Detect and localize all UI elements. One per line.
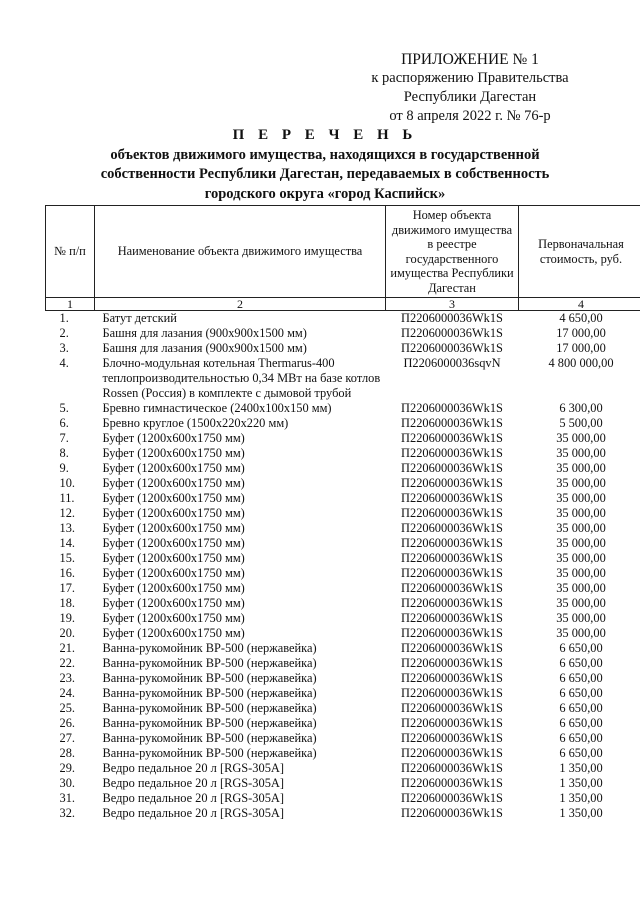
table-row	[46, 716, 640, 731]
registry-number: П2206000036Wk1S	[401, 341, 503, 355]
table-row	[46, 326, 640, 341]
table-row	[46, 596, 640, 611]
row-number: 7.	[59, 431, 69, 445]
table-row	[46, 431, 640, 446]
appendix-line-1: к распоряжению Правительства	[371, 70, 569, 86]
row-number: 20.	[59, 626, 75, 640]
appendix-title: ПРИЛОЖЕНИЕ № 1	[401, 51, 539, 68]
table-row	[46, 356, 640, 401]
initial-cost: 1 350,00	[559, 806, 603, 820]
registry-number: П2206000036Wk1S	[401, 806, 503, 820]
item-name: Бревно гимнастическое (2400х100х150 мм)	[102, 401, 332, 415]
registry-number: П2206000036Wk1S	[401, 536, 503, 550]
initial-cost: 4 650,00	[559, 311, 603, 325]
initial-cost: 35 000,00	[556, 626, 606, 640]
document-heading	[60, 126, 590, 204]
registry-number: П2206000036Wk1S	[401, 791, 503, 805]
registry-number: П2206000036Wk1S	[401, 686, 503, 700]
initial-cost: 6 650,00	[559, 641, 603, 655]
item-name: Ведро педальное 20 л [RGS-305A]	[102, 761, 284, 775]
initial-cost: 35 000,00	[556, 536, 606, 550]
row-number: 6.	[59, 416, 69, 430]
column-number: 1	[46, 298, 95, 311]
registry-number: П2206000036Wk1S	[401, 521, 503, 535]
item-name: Ведро педальное 20 л [RGS-305A]	[102, 806, 284, 820]
row-number: 25.	[59, 701, 75, 715]
row-number: 24.	[59, 686, 75, 700]
item-name: Буфет (1200х600х1750 мм)	[102, 446, 245, 460]
item-name: Буфет (1200х600х1750 мм)	[102, 491, 245, 505]
table-row	[46, 551, 640, 566]
table-row	[46, 581, 640, 596]
row-number: 17.	[59, 581, 75, 595]
table-row	[46, 746, 640, 761]
table-row	[46, 446, 640, 461]
item-name: Ванна-рукомойник ВР-500 (нержавейка)	[102, 701, 317, 715]
table-row	[46, 806, 640, 821]
header-num: № п/п	[46, 206, 95, 298]
heading-line-2: собственности Республики Дагестан, передаваемых в собственность	[100, 166, 550, 182]
initial-cost: 35 000,00	[556, 596, 606, 610]
initial-cost: 6 650,00	[559, 701, 603, 715]
item-name: Ванна-рукомойник ВР-500 (нержавейка)	[102, 686, 317, 700]
item-name: Башня для лазания (900х900х1500 мм)	[102, 341, 307, 355]
row-number: 10.	[59, 476, 75, 490]
registry-number: П2206000036Wk1S	[401, 626, 503, 640]
initial-cost: 1 350,00	[559, 761, 603, 775]
row-number: 8.	[59, 446, 69, 460]
item-name: Буфет (1200х600х1750 мм)	[102, 596, 245, 610]
row-number: 18.	[59, 596, 75, 610]
registry-number: П2206000036Wk1S	[401, 491, 503, 505]
registry-number: П2206000036Wk1S	[401, 461, 503, 475]
appendix-line-3: от 8 апреля 2022 г. № 76-р	[389, 108, 551, 124]
initial-cost: 5 500,00	[559, 416, 603, 430]
heading-line-3: городского округа «город Каспийск»	[204, 185, 446, 202]
table-row	[46, 521, 640, 536]
initial-cost: 4 800 000,00	[548, 356, 614, 370]
item-name: Блочно-модульная котельная Thermarus-400 теплопроизводительностью 0,34 МВт на базе котлов Rossen (Россия) в комплекте с дымовой трубой	[102, 356, 381, 400]
registry-number: П2206000036Wk1S	[401, 656, 503, 670]
registry-number: П2206000036Wk1S	[401, 761, 503, 775]
registry-number: П2206000036Wk1S	[401, 326, 503, 340]
item-name: Ванна-рукомойник ВР-500 (нержавейка)	[102, 641, 317, 655]
initial-cost: 35 000,00	[556, 476, 606, 490]
table-row	[46, 506, 640, 521]
table-row	[46, 671, 640, 686]
item-name: Буфет (1200х600х1750 мм)	[102, 476, 245, 490]
table-row	[46, 641, 640, 656]
item-name: Буфет (1200х600х1750 мм)	[102, 581, 245, 595]
row-number: 13.	[59, 521, 75, 535]
registry-number: П2206000036Wk1S	[401, 446, 503, 460]
table-header-row	[46, 206, 640, 298]
registry-number: П2206000036Wk1S	[401, 776, 503, 790]
registry-number: П2206000036Wk1S	[401, 596, 503, 610]
registry-number: П2206000036Wk1S	[401, 746, 503, 760]
item-name: Буфет (1200х600х1750 мм)	[102, 566, 245, 580]
item-name: Буфет (1200х600х1750 мм)	[102, 536, 245, 550]
item-name: Бревно круглое (1500х220х220 мм)	[102, 416, 289, 430]
appendix-block	[350, 50, 590, 126]
document-title: П Е Р Е Ч Е Н Ь	[232, 127, 418, 143]
table-row	[46, 476, 640, 491]
registry-number: П2206000036Wk1S	[401, 701, 503, 715]
table-row	[46, 611, 640, 626]
registry-number: П2206000036Wk1S	[401, 476, 503, 490]
initial-cost: 6 650,00	[559, 686, 603, 700]
table-row	[46, 416, 640, 431]
row-number: 4.	[59, 356, 69, 370]
item-name: Буфет (1200х600х1750 мм)	[102, 461, 245, 475]
initial-cost: 1 350,00	[559, 776, 603, 790]
table-row	[46, 311, 640, 327]
appendix-line-2: Республики Дагестан	[403, 89, 537, 105]
row-number: 11.	[59, 491, 75, 505]
table-row	[46, 461, 640, 476]
registry-number: П2206000036Wk1S	[401, 581, 503, 595]
table-row	[46, 401, 640, 416]
row-number: 12.	[59, 506, 75, 520]
row-number: 16.	[59, 566, 75, 580]
initial-cost: 35 000,00	[556, 551, 606, 565]
registry-number: П2206000036Wk1S	[401, 416, 503, 430]
row-number: 23.	[59, 671, 75, 685]
initial-cost: 6 650,00	[559, 746, 603, 760]
table-row	[46, 626, 640, 641]
row-number: 28.	[59, 746, 75, 760]
registry-number: П2206000036Wk1S	[401, 431, 503, 445]
row-number: 14.	[59, 536, 75, 550]
registry-number: П2206000036Wk1S	[401, 401, 503, 415]
table-row	[46, 341, 640, 356]
item-name: Буфет (1200х600х1750 мм)	[102, 626, 245, 640]
item-name: Буфет (1200х600х1750 мм)	[102, 611, 245, 625]
column-number: 3	[386, 298, 519, 311]
registry-number: П2206000036Wk1S	[401, 731, 503, 745]
row-number: 32.	[59, 806, 75, 820]
row-number: 22.	[59, 656, 75, 670]
table-row	[46, 566, 640, 581]
table-row	[46, 791, 640, 806]
header-cost: Первоначальная стоимость, руб.	[519, 206, 640, 298]
table-row	[46, 701, 640, 716]
initial-cost: 6 650,00	[559, 716, 603, 730]
column-number-row	[46, 298, 640, 311]
row-number: 3.	[59, 341, 69, 355]
row-number: 21.	[59, 641, 75, 655]
initial-cost: 17 000,00	[556, 341, 606, 355]
row-number: 5.	[59, 401, 69, 415]
item-name: Ванна-рукомойник ВР-500 (нержавейка)	[102, 656, 317, 670]
table-row	[46, 656, 640, 671]
table-body	[46, 311, 640, 822]
table-row	[46, 776, 640, 791]
initial-cost: 6 650,00	[559, 656, 603, 670]
initial-cost: 35 000,00	[556, 521, 606, 535]
header-name: Наименование объекта движимого имущества	[95, 206, 386, 298]
initial-cost: 35 000,00	[556, 581, 606, 595]
table-row	[46, 731, 640, 746]
item-name: Ведро педальное 20 л [RGS-305A]	[102, 776, 284, 790]
heading-line-1: объектов движимого имущества, находящихся в государственной	[110, 146, 540, 163]
registry-number: П2206000036Wk1S	[401, 671, 503, 685]
registry-number: П2206000036sqvN	[403, 356, 501, 370]
initial-cost: 35 000,00	[556, 446, 606, 460]
initial-cost: 35 000,00	[556, 431, 606, 445]
initial-cost: 35 000,00	[556, 506, 606, 520]
item-name: Ведро педальное 20 л [RGS-305A]	[102, 791, 284, 805]
initial-cost: 6 300,00	[559, 401, 603, 415]
item-name: Буфет (1200х600х1750 мм)	[102, 506, 245, 520]
initial-cost: 6 650,00	[559, 731, 603, 745]
row-number: 15.	[59, 551, 75, 565]
initial-cost: 35 000,00	[556, 611, 606, 625]
registry-number: П2206000036Wk1S	[401, 641, 503, 655]
row-number: 26.	[59, 716, 75, 730]
initial-cost: 17 000,00	[556, 326, 606, 340]
registry-number: П2206000036Wk1S	[401, 506, 503, 520]
item-name: Буфет (1200х600х1750 мм)	[102, 521, 245, 535]
initial-cost: 35 000,00	[556, 461, 606, 475]
item-name: Ванна-рукомойник ВР-500 (нержавейка)	[102, 671, 317, 685]
initial-cost: 6 650,00	[559, 671, 603, 685]
item-name: Буфет (1200х600х1750 мм)	[102, 551, 245, 565]
initial-cost: 35 000,00	[556, 566, 606, 580]
item-name: Ванна-рукомойник ВР-500 (нержавейка)	[102, 731, 317, 745]
table-row	[46, 761, 640, 776]
table-row	[46, 491, 640, 506]
initial-cost: 35 000,00	[556, 491, 606, 505]
column-number: 4	[519, 298, 640, 311]
row-number: 9.	[59, 461, 69, 475]
property-table	[45, 205, 640, 821]
row-number: 2.	[59, 326, 69, 340]
row-number: 19.	[59, 611, 75, 625]
row-number: 30.	[59, 776, 75, 790]
row-number: 31.	[59, 791, 75, 805]
initial-cost: 1 350,00	[559, 791, 603, 805]
item-name: Ванна-рукомойник ВР-500 (нержавейка)	[102, 746, 317, 760]
item-name: Буфет (1200х600х1750 мм)	[102, 431, 245, 445]
registry-number: П2206000036Wk1S	[401, 611, 503, 625]
item-name: Ванна-рукомойник ВР-500 (нержавейка)	[102, 716, 317, 730]
registry-number: П2206000036Wk1S	[401, 551, 503, 565]
column-number: 2	[95, 298, 386, 311]
registry-number: П2206000036Wk1S	[401, 716, 503, 730]
row-number: 29.	[59, 761, 75, 775]
registry-number: П2206000036Wk1S	[401, 566, 503, 580]
item-name: Башня для лазания (900х900х1500 мм)	[102, 326, 307, 340]
table-row	[46, 536, 640, 551]
table-row	[46, 686, 640, 701]
row-number: 1.	[59, 311, 69, 325]
header-reg: Номер объекта движимого имущества в реестре государственного имущества Республики Дагестан	[386, 206, 519, 298]
registry-number: П2206000036Wk1S	[401, 311, 503, 325]
row-number: 27.	[59, 731, 75, 745]
item-name: Батут детский	[102, 311, 177, 325]
property-table-wrapper	[45, 205, 624, 821]
